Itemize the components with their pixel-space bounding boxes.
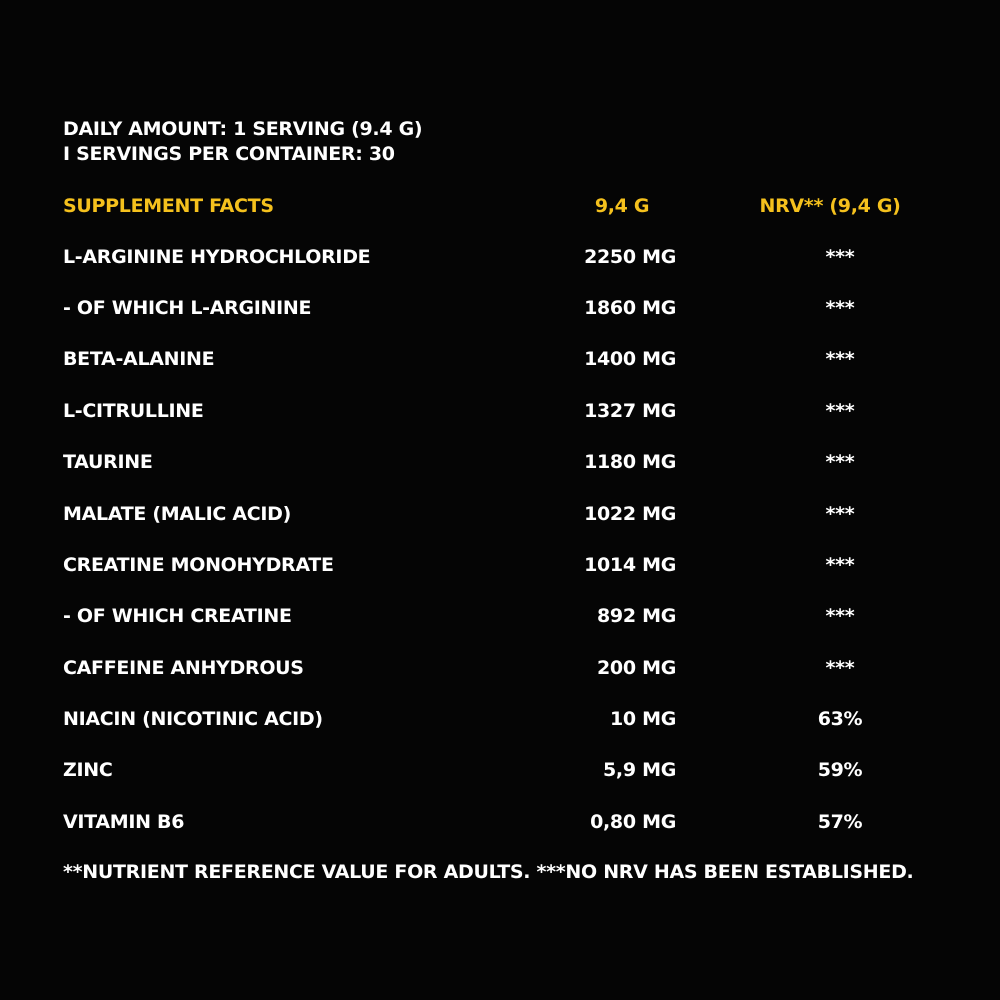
ingredient-nrv: *** <box>825 348 855 370</box>
ingredient-amount: 892 MG <box>597 605 676 627</box>
table-row <box>0 603 1000 629</box>
header-amount: 9,4 G <box>594 195 650 217</box>
ingredient-name: VITAMIN B6 <box>63 811 185 833</box>
table-row <box>0 244 1000 270</box>
serving-info <box>63 117 422 167</box>
ingredient-amount: 0,80 MG <box>590 811 676 833</box>
nrv-footnote: **NUTRIENT REFERENCE VALUE FOR ADULTS. ***NO NRV HAS BEEN ESTABLISHED. <box>63 861 914 883</box>
ingredient-name: L-CITRULLINE <box>63 400 204 422</box>
ingredient-nrv: *** <box>825 246 855 268</box>
table-row <box>0 706 1000 732</box>
ingredient-nrv: 59% <box>817 759 863 781</box>
ingredient-nrv: 63% <box>817 708 863 730</box>
ingredient-amount: 2250 MG <box>584 246 676 268</box>
ingredient-amount: 10 MG <box>609 708 676 730</box>
ingredient-name: L-ARGININE HYDROCHLORIDE <box>63 246 371 268</box>
ingredient-name: BETA-ALANINE <box>63 348 215 370</box>
table-header <box>0 193 1000 219</box>
table-row <box>0 501 1000 527</box>
ingredient-amount: 1860 MG <box>584 297 676 319</box>
ingredient-nrv: *** <box>825 400 855 422</box>
table-row <box>0 346 1000 372</box>
table-row <box>0 655 1000 681</box>
header-nrv: NRV** (9,4 G) <box>759 195 901 217</box>
servings-per-container-text: I SERVINGS PER CONTAINER: 30 <box>63 143 395 165</box>
table-row <box>0 398 1000 424</box>
daily-amount-text: DAILY AMOUNT: 1 SERVING (9.4 G) <box>63 118 423 140</box>
ingredient-amount: 1014 MG <box>584 554 676 576</box>
ingredient-name: - OF WHICH CREATINE <box>63 605 292 627</box>
ingredient-name: CREATINE MONOHYDRATE <box>63 554 334 576</box>
ingredient-name: - OF WHICH L-ARGININE <box>63 297 312 319</box>
ingredient-nrv: *** <box>825 451 855 473</box>
table-row <box>0 809 1000 835</box>
ingredient-nrv: *** <box>825 297 855 319</box>
table-row <box>0 295 1000 321</box>
ingredient-nrv: *** <box>825 605 855 627</box>
header-supplement-facts: SUPPLEMENT FACTS <box>63 195 274 217</box>
ingredient-nrv: *** <box>825 503 855 525</box>
ingredient-name: MALATE (MALIC ACID) <box>63 503 292 525</box>
ingredient-amount: 1327 MG <box>584 400 676 422</box>
table-row <box>0 449 1000 475</box>
ingredient-name: TAURINE <box>63 451 153 473</box>
ingredient-amount: 1022 MG <box>584 503 676 525</box>
ingredient-nrv: 57% <box>817 811 863 833</box>
ingredient-amount: 1400 MG <box>584 348 676 370</box>
ingredient-name: NIACIN (NICOTINIC ACID) <box>63 708 323 730</box>
ingredient-nrv: *** <box>825 554 855 576</box>
table-row <box>0 757 1000 783</box>
ingredient-name: CAFFEINE ANHYDROUS <box>63 657 304 679</box>
table-row <box>0 552 1000 578</box>
ingredient-name: ZINC <box>63 759 113 781</box>
ingredient-amount: 5,9 MG <box>603 759 676 781</box>
ingredient-nrv: *** <box>825 657 855 679</box>
ingredient-amount: 1180 MG <box>584 451 676 473</box>
ingredient-amount: 200 MG <box>597 657 676 679</box>
